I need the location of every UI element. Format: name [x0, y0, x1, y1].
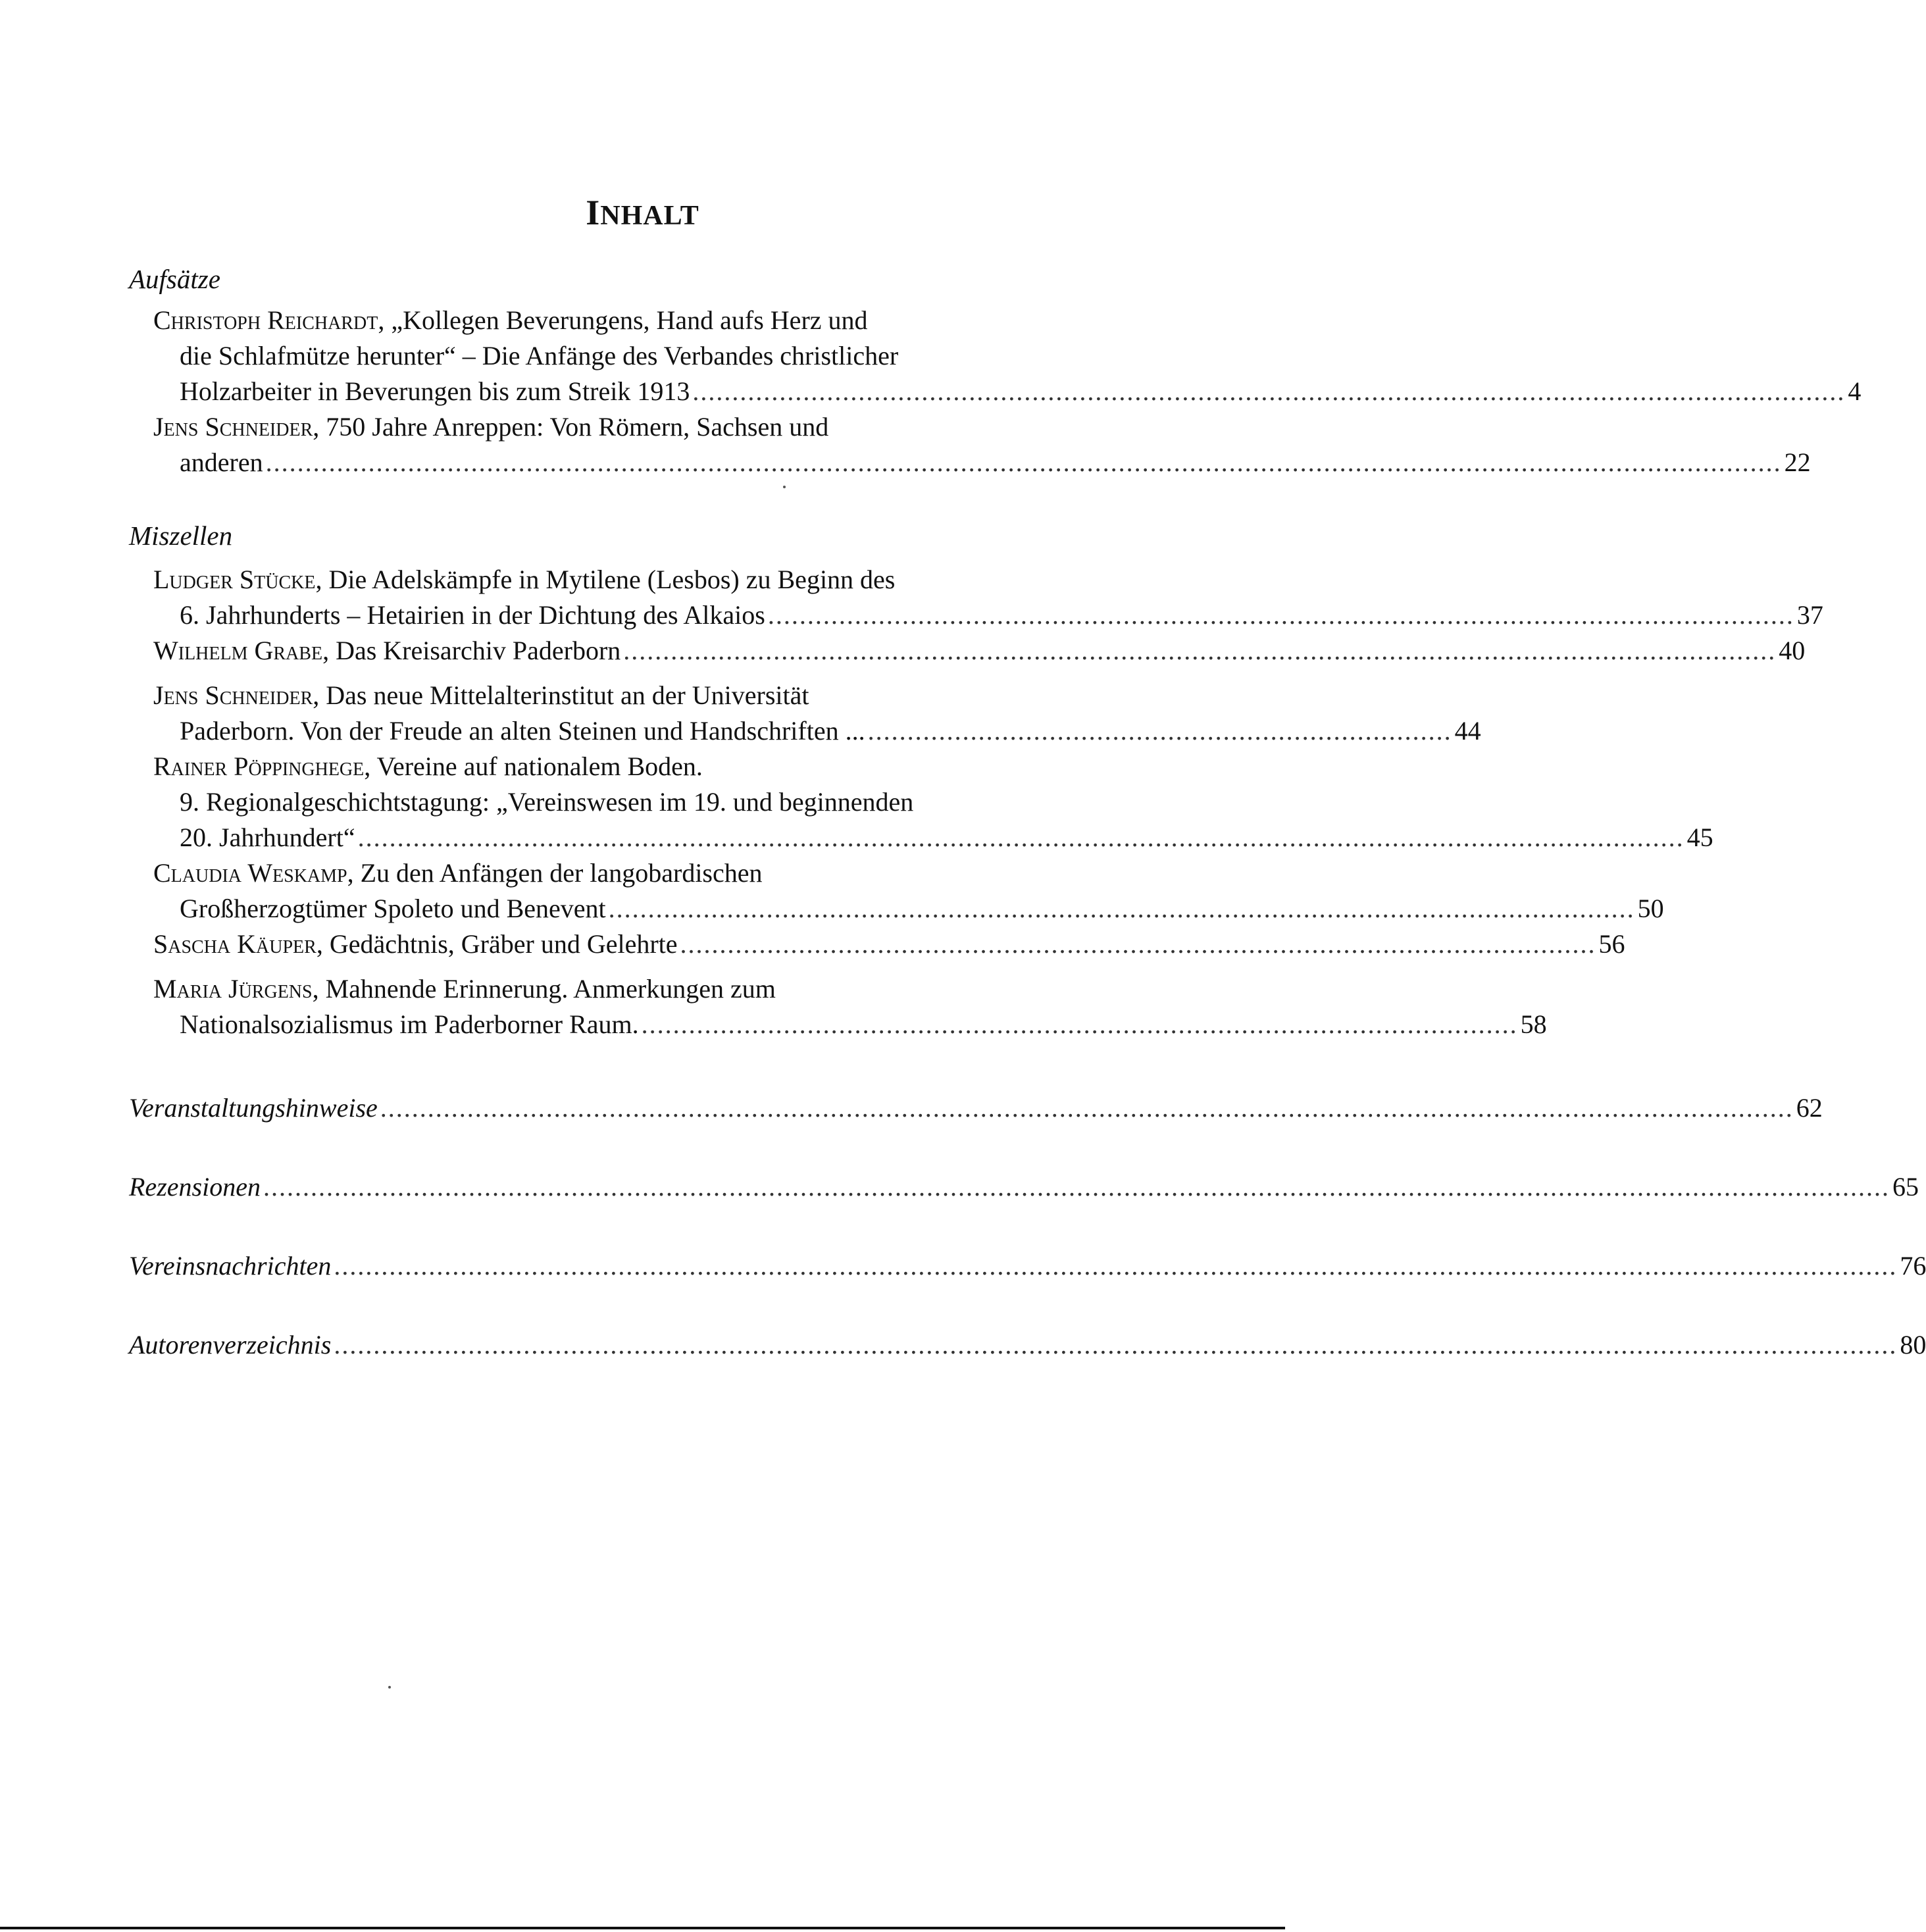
page-number: 62	[1796, 1093, 1823, 1123]
page-title: INHALT	[586, 193, 699, 232]
toc-entry[interactable]: Ludger Stücke, Die Adelskämpfe in Mytilene (Lesbos) zu Beginn des 6. Jahrhunderts – Hetairien in der Dichtung des Alkaios .................................................................................................................................. 37	[153, 562, 1083, 633]
leader-dots: ......................................................................................................................................................................................................	[334, 1330, 1898, 1360]
toc-section-rezensionen[interactable]: Rezensionen .............................................................................................................................................................................................................. 65	[129, 1172, 1919, 1202]
page-number: 22	[1784, 447, 1811, 477]
toc-section-vereinsnachrichten[interactable]: Vereinsnachrichten ...................................................................................................................................................................................................... 76	[129, 1251, 1926, 1281]
entry-author: Jens Schneider	[153, 680, 313, 710]
page-number: 65	[1892, 1172, 1919, 1202]
leader-dots: ...................................................................................................................................................................................	[380, 1093, 1794, 1123]
leader-dots: ........................................................................................................................................................................	[357, 823, 1685, 852]
entry-author: Sascha Käuper	[153, 929, 317, 959]
toc-entry[interactable]: Maria Jürgens, Mahnende Erinnerung. Anmerkungen zum Nationalsozialismus im Paderborner Raum. ............................................................................................................... 58	[153, 971, 1083, 1042]
entry-author: Ludger Stücke	[153, 565, 316, 594]
leader-dots: ..................................................................................................................................	[767, 600, 1794, 630]
page-number: 40	[1779, 636, 1806, 665]
scan-speck	[783, 486, 786, 488]
toc-entry[interactable]: Jens Schneider, Das neue Mittelalterinstitut an der Universität Paderborn. Von der Freude an alten Steinen und Handschriften ... .......................................................................... 44	[153, 678, 1083, 749]
leader-dots: ....................................................................................................................	[680, 929, 1596, 959]
toc-entry[interactable]: Claudia Weskamp, Zu den Anfängen der langobardischen Großherzogtümer Spoleto und Benevent .................................................................................................................................. 50	[153, 855, 1083, 927]
toc-entry[interactable]: Christoph Reichardt, „Kollegen Beverungens, Hand aufs Herz und die Schlafmütze herunter“ – Die Anfänge des Verbandes christlicher Holzarbeiter in Beverungen bis zum Streik 1913 .................................................................................................................................................. 4	[153, 303, 1083, 409]
entry-author: Christoph Reichardt	[153, 305, 378, 335]
toc-entry[interactable]: Wilhelm Grabe, Das Kreisarchiv Paderborn .................................................................................................................................................. 40	[153, 633, 1083, 669]
leader-dots: ..........................................................................	[867, 716, 1452, 746]
page-number: 80	[1900, 1330, 1926, 1360]
entry-author: Jens Schneider	[153, 412, 313, 442]
page-number: 4	[1848, 376, 1862, 406]
toc-section-autorenverzeichnis[interactable]: Autorenverzeichnis ...................................................................................................................................................................................................... 80	[129, 1330, 1926, 1360]
leader-dots: ..................................................................................................................................................	[623, 636, 1777, 665]
leader-dots: ...............................................................................................................	[641, 1009, 1518, 1039]
page-number: 45	[1686, 823, 1713, 852]
entry-author: Maria Jürgens	[153, 974, 313, 1004]
page-number: 50	[1637, 894, 1664, 923]
scan-speck	[388, 1686, 391, 1689]
section-heading-miszellen: Miszellen	[129, 521, 233, 551]
leader-dots: ..............................................................................................................................................................................................................	[263, 1172, 1890, 1202]
page-number: 56	[1598, 929, 1625, 959]
leader-dots: ......................................................................................................................................................................................................	[334, 1251, 1898, 1281]
bottom-rule	[0, 1927, 1285, 1929]
toc-entry[interactable]: Sascha Käuper, Gedächtnis, Gräber und Gelehrte .................................................................................................................... 56	[153, 927, 1083, 962]
toc-section-veranstaltungshinweise[interactable]: Veranstaltungshinweise ................................................................................................................................................................................... 62	[129, 1093, 1823, 1123]
page-number: 37	[1796, 600, 1823, 630]
toc-entry[interactable]: Rainer Pöppinghege, Vereine auf nationalem Boden. 9. Regionalgeschichtstagung: „Vereinswesen im 19. und beginnenden 20. Jahrhundert“ ........................................................................................................................................................................ 45	[153, 749, 1083, 855]
page-number: 76	[1900, 1251, 1926, 1281]
leader-dots: ................................................................................................................................................................................................	[265, 447, 1782, 477]
section-heading-aufsaetze: Aufsätze	[129, 264, 220, 294]
leader-dots: ..................................................................................................................................................	[692, 376, 1846, 406]
page-number: 44	[1454, 716, 1481, 746]
leader-dots: ..................................................................................................................................	[608, 894, 1635, 923]
entry-author: Rainer Pöppinghege	[153, 751, 365, 781]
entry-author: Wilhelm Grabe	[153, 636, 323, 665]
entry-author: Claudia Weskamp	[153, 858, 347, 888]
page-number: 58	[1520, 1009, 1547, 1039]
toc-entry[interactable]: Jens Schneider, 750 Jahre Anreppen: Von Römern, Sachsen und anderen ................................................................................................................................................................................................ 22	[153, 409, 1083, 480]
